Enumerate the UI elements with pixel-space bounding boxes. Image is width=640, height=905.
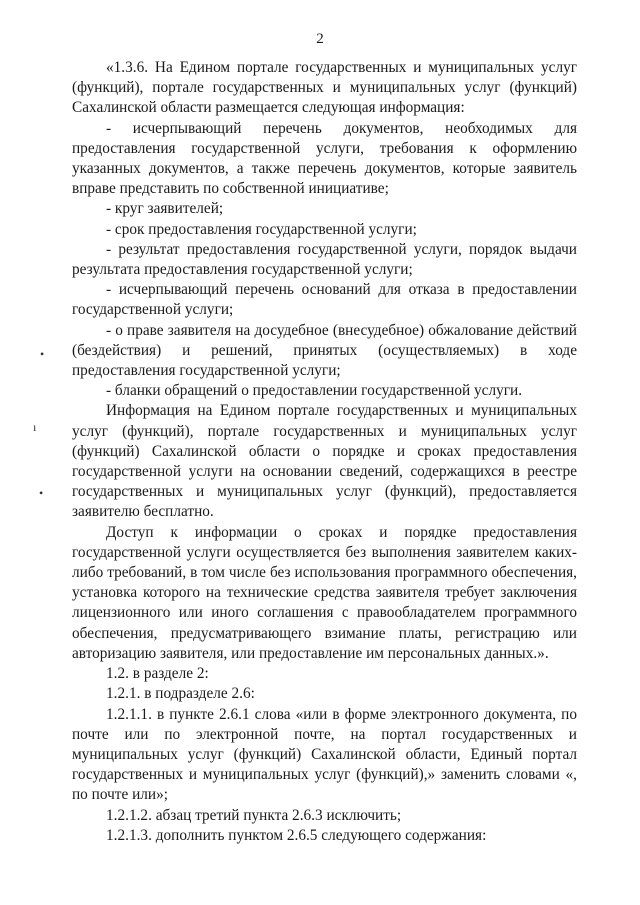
list-item: - результат предоставления государственной услуги, порядок выдачи результата предоставления государственной услуги; — [72, 240, 577, 279]
section-item: 1.2.1. в подразделе 2.6: — [106, 685, 255, 703]
section-item: 1.2. в разделе 2: — [106, 665, 209, 683]
section-item: 1.2.1.3. дополнить пунктом 2.6.5 следующего содержания: — [106, 826, 487, 844]
page-number: 2 — [316, 31, 324, 47]
list-item: - бланки обращений о предоставлении государственной услуги. — [106, 382, 523, 400]
paragraph: Информация на Едином портале государственных и муниципальных услуг (функций), портале государственных и муниципальных услуг (функций) Сахалинской области о порядке и сроках предоставления государственной услуги на основании сведений, содержащихся в реестре государственных и муниципальных услуг (функций), предоставляется заявителю бесплатно. — [72, 402, 577, 521]
margin-mark: • — [40, 347, 45, 361]
document-body — [72, 58, 577, 846]
paragraph-1-3-6: «1.3.6. На Едином портале государственных и муниципальных услуг (функций), портале государственных и муниципальных услуг (функций) Сахалинской области размещается следующая информация: — [72, 59, 577, 117]
margin-mark: ı — [33, 420, 37, 434]
list-item: - круг заявителей; — [106, 200, 224, 218]
list-item: - о праве заявителя на досудебное (внесудебное) обжалование действий (бездействия) и решений, принятых (осуществляемых) в ходе предоставления государственной услуги; — [72, 321, 577, 380]
list-item: - исчерпывающий перечень документов, необходимых для предоставления государственной услуги, требования к оформлению указанных документов, а также перечень документов, которые заявитель вправе представить по собственной инициативе; — [72, 119, 577, 198]
margin-mark: • — [39, 486, 44, 500]
section-item: 1.2.1.2. абзац третий пункта 2.6.3 исключить; — [106, 806, 402, 824]
list-item: - исчерпывающий перечень оснований для отказа в предоставлении государственной услуги; — [72, 281, 577, 319]
list-item: - срок предоставления государственной услуги; — [106, 220, 417, 238]
section-item: 1.2.1.1. в пункте 2.6.1 слова «или в форме электронного документа, по почте или по электронной почте, на портал государственных и муниципальных услуг (функций) Сахалинской области, Единый портал государственных и муниципальных услуг (функций),» заменить словами «, по почте или»; — [72, 705, 577, 804]
paragraph: Доступ к информации о сроках и порядке предоставления государственной услуги осуществляется без выполнения заявителем каких-либо требований, в том числе без использования программного обеспечения, установка которого на технические средства заявителя требует заключения лицензионного или иного соглашения с правообладателем программного обеспечения, предусматривающего взимание платы, регистрацию или авторизацию заявителя, или предоставление им персональных данных.». — [72, 523, 577, 662]
